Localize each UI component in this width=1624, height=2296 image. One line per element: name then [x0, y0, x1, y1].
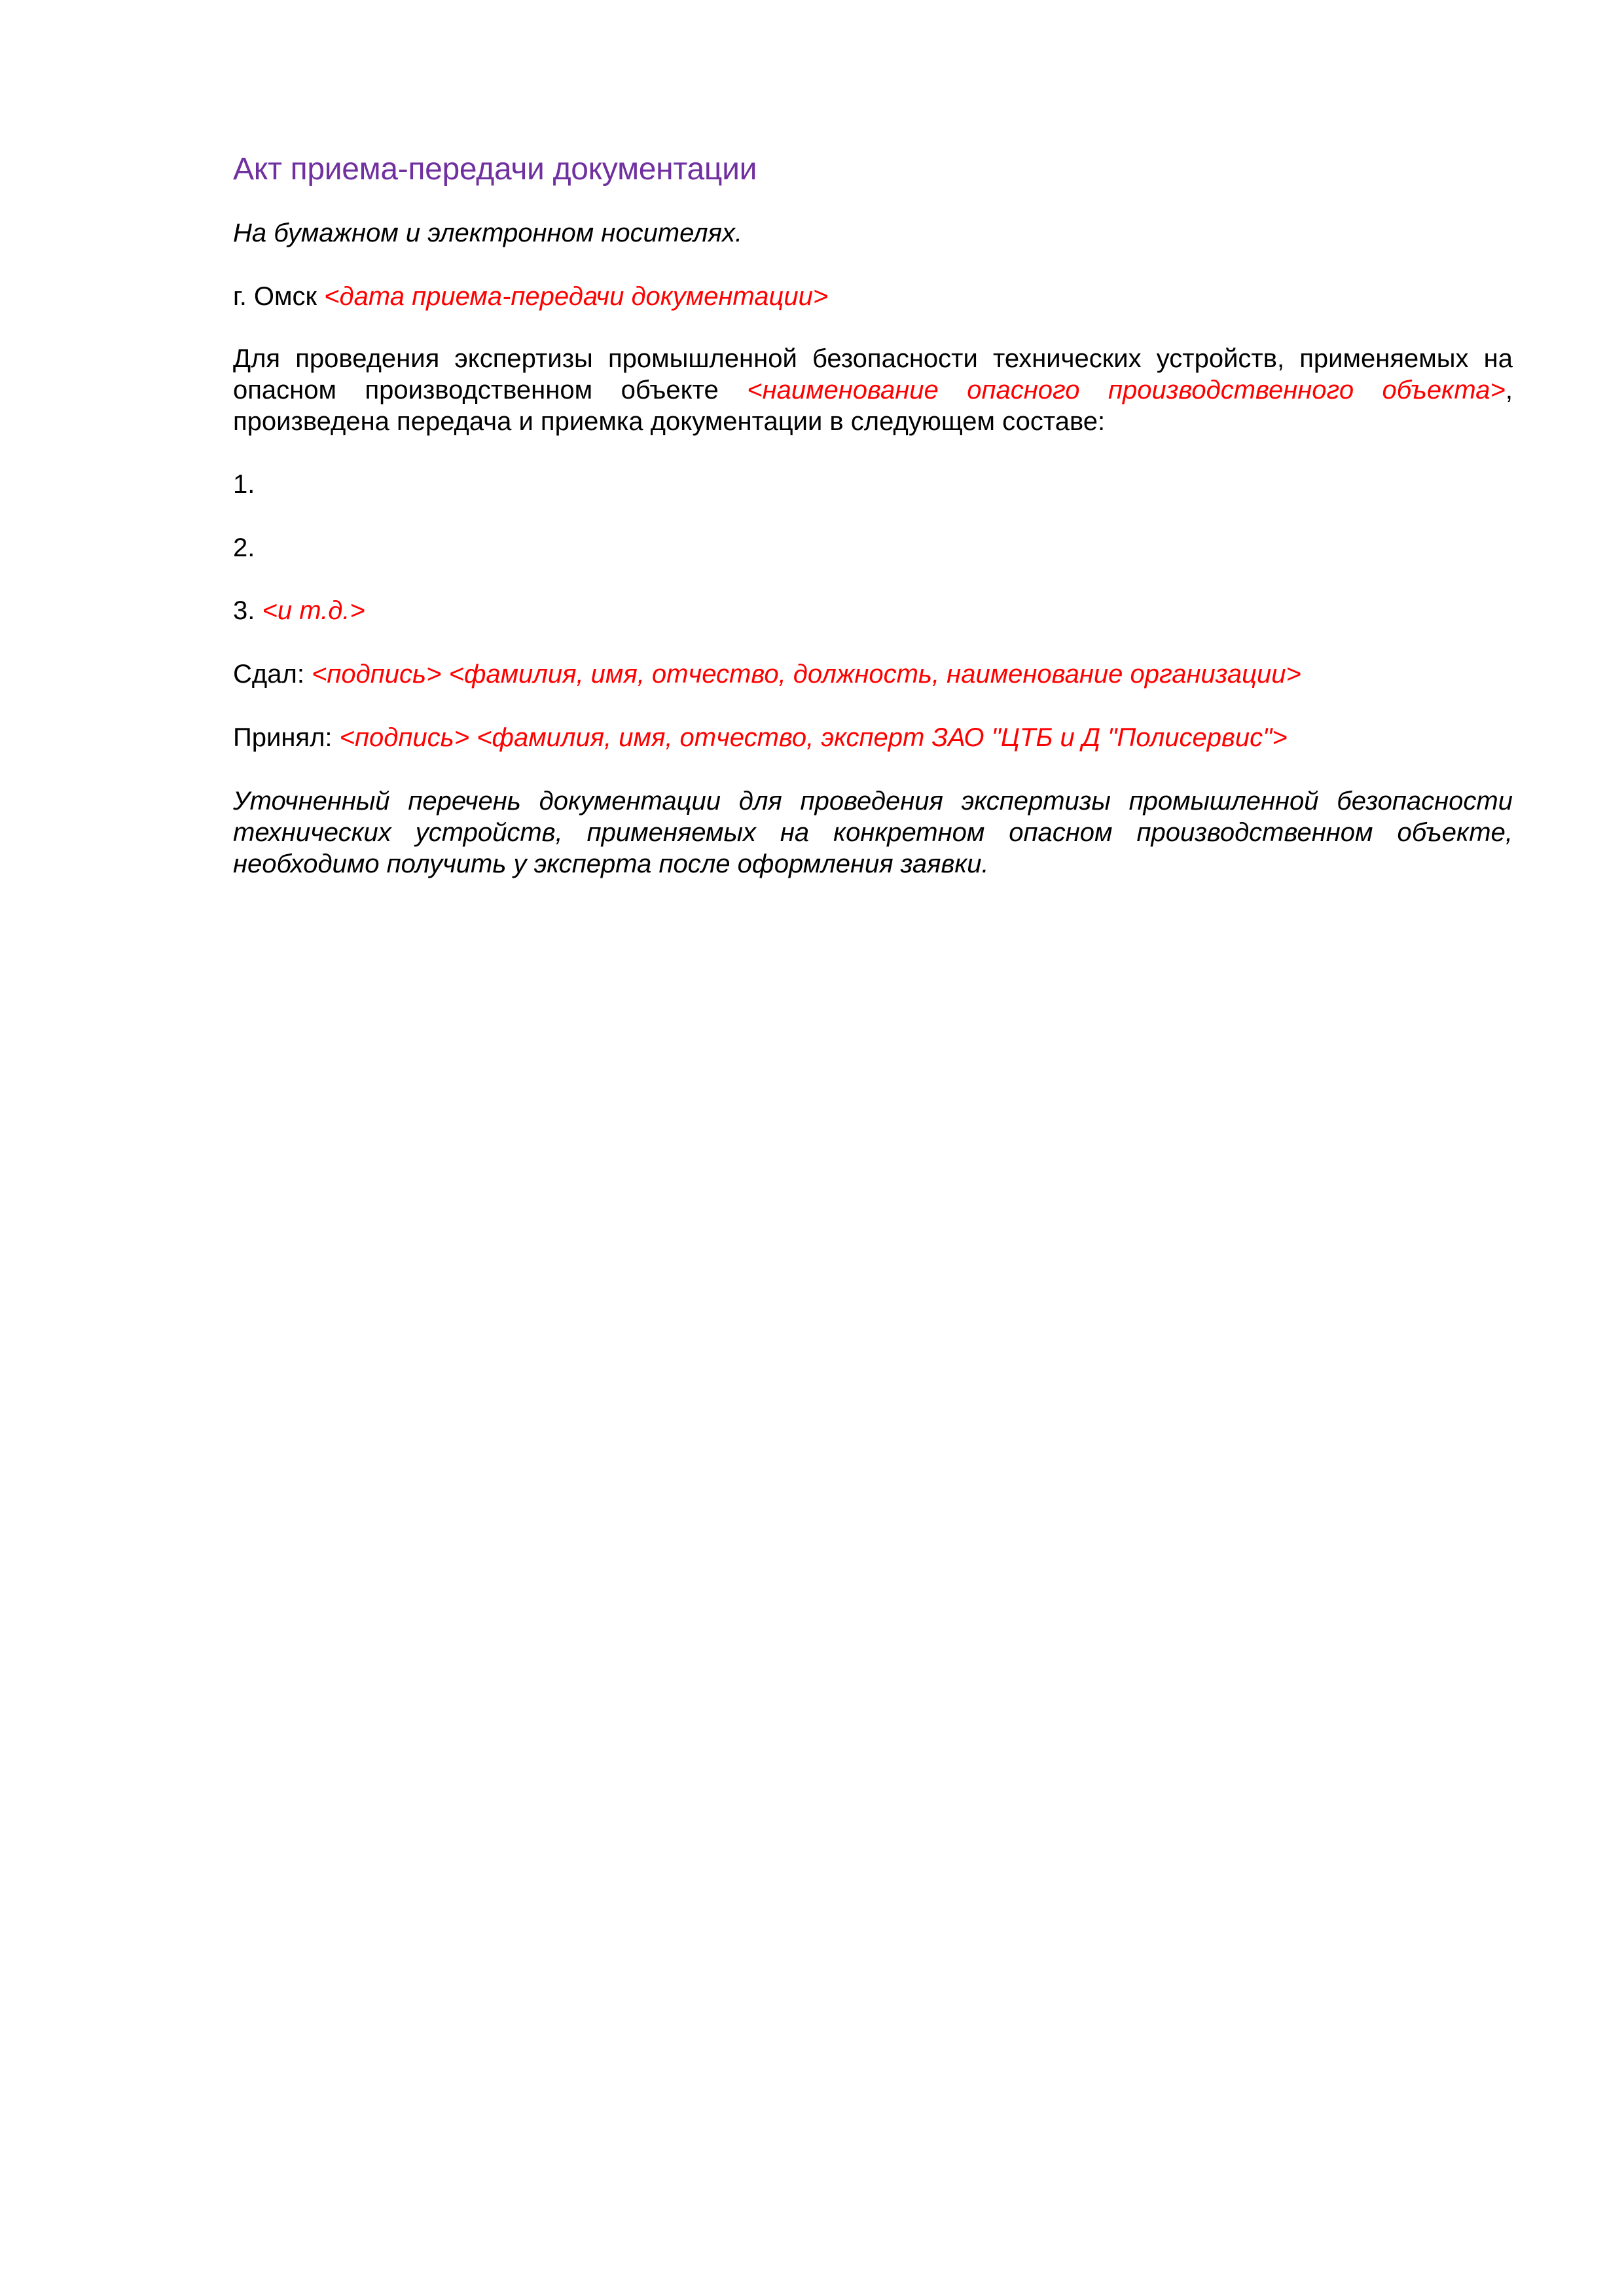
received-label: Принял:: [233, 723, 333, 752]
intro-paragraph: [233, 343, 1513, 437]
city-label: г. Омск: [233, 281, 317, 311]
list-item: [233, 532, 1513, 564]
received-signature-placeholder: <подпись>: [339, 723, 470, 752]
list-item: [233, 469, 1513, 500]
list-item-number: 1.: [233, 469, 255, 499]
note-paragraph: Уточненный перечень документации для проведения экспертизы промышленной безопасности технических устройств, применяемых на конкретном опасном производственном объекте, необходимо получить у эксперта после оформления заявки.: [233, 786, 1513, 878]
date-placeholder: <дата приема-передачи документации>: [324, 281, 829, 311]
handed-signature-placeholder: <подпись>: [312, 659, 442, 689]
list-item: [233, 595, 1513, 626]
object-placeholder: <наименование опасного производственного объекта>: [747, 375, 1506, 404]
list-item-number: 2.: [233, 533, 255, 562]
handed-over-line: [233, 658, 1513, 690]
handed-over-label: Сдал:: [233, 659, 304, 689]
document-subtitle: На бумажном и электронном носителях.: [233, 218, 743, 247]
handed-person-placeholder: <фамилия, имя, отчество, должность, наименование организации>: [448, 659, 1301, 689]
intro-text-end: , произведена передача и приемка документации в следующем составе:: [233, 375, 1513, 436]
list-item-placeholder: <и т.д.>: [262, 596, 365, 625]
document-title: Акт приема-передачи документации: [233, 152, 757, 187]
received-line: [233, 722, 1513, 753]
document-page: [233, 151, 1513, 880]
intro-text-start: Для проведения экспертизы промышленной безопасности технических устройств, применяемых на опасном производственном объекте: [233, 344, 1513, 404]
city-date-line: [233, 281, 1513, 312]
received-person-placeholder: <фамилия, имя, отчество, эксперт ЗАО "ЦТБ и Д "Полисервис">: [477, 723, 1288, 752]
list-item-number: 3.: [233, 596, 255, 625]
